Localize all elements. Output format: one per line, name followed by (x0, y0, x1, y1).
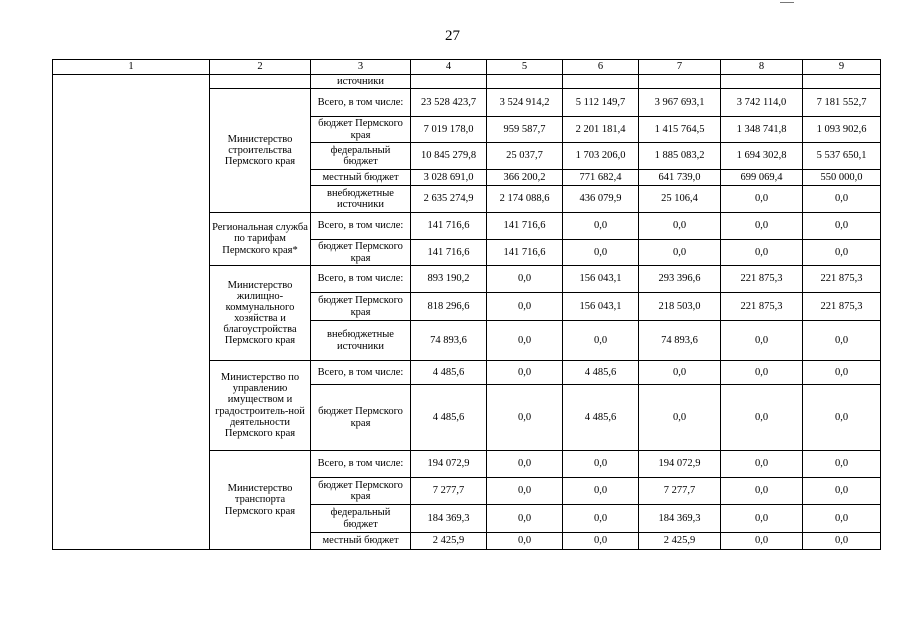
value-cell (411, 75, 487, 89)
organization-name: Региональная служба по тарифам Пермского края* (210, 213, 311, 266)
value-cell: 0,0 (803, 361, 881, 385)
value-cell (487, 75, 563, 89)
value-cell: 2 425,9 (411, 533, 487, 550)
value-cell: 23 528 423,7 (411, 89, 487, 117)
value-cell: 141 716,6 (411, 213, 487, 240)
source-label: Всего, в том числе: (311, 213, 411, 240)
value-cell: 0,0 (563, 478, 639, 505)
source-label: источники (311, 75, 411, 89)
header-cell: 6 (563, 60, 639, 75)
value-cell: 3 524 914,2 (487, 89, 563, 117)
value-cell: 1 885 083,2 (639, 143, 721, 170)
value-cell: 0,0 (803, 385, 881, 451)
value-cell: 25 106,4 (639, 186, 721, 213)
continuation-row (53, 75, 881, 89)
value-cell: 699 069,4 (721, 170, 803, 186)
value-cell: 0,0 (639, 213, 721, 240)
value-cell: 25 037,7 (487, 143, 563, 170)
value-cell: 0,0 (803, 451, 881, 478)
value-cell: 1 093 902,6 (803, 117, 881, 143)
value-cell: 0,0 (487, 478, 563, 505)
value-cell: 0,0 (721, 240, 803, 266)
header-cell: 7 (639, 60, 721, 75)
value-cell: 194 072,9 (411, 451, 487, 478)
source-label: бюджет Пермского края (311, 240, 411, 266)
value-cell: 0,0 (639, 385, 721, 451)
organization-name: Министерство строительства Пермского края (210, 89, 311, 213)
value-cell: 2 425,9 (639, 533, 721, 550)
source-label: бюджет Пермского края (311, 117, 411, 143)
value-cell: 0,0 (487, 266, 563, 293)
value-cell: 3 742 114,0 (721, 89, 803, 117)
value-cell: 218 503,0 (639, 293, 721, 321)
value-cell: 0,0 (487, 533, 563, 550)
source-label: Всего, в том числе: (311, 89, 411, 117)
value-cell: 0,0 (803, 186, 881, 213)
source-label: бюджет Пермского края (311, 478, 411, 505)
value-cell: 0,0 (721, 186, 803, 213)
value-cell: 0,0 (721, 451, 803, 478)
value-cell: 1 348 741,8 (721, 117, 803, 143)
header-cell: 8 (721, 60, 803, 75)
value-cell: 0,0 (721, 321, 803, 361)
value-cell: 4 485,6 (411, 385, 487, 451)
value-cell: 0,0 (721, 533, 803, 550)
value-cell: 74 893,6 (639, 321, 721, 361)
value-cell: 4 485,6 (563, 385, 639, 451)
value-cell: 0,0 (487, 451, 563, 478)
value-cell: 0,0 (803, 240, 881, 266)
value-cell: 0,0 (721, 213, 803, 240)
source-label: бюджет Пермского края (311, 385, 411, 451)
value-cell: 141 716,6 (411, 240, 487, 266)
value-cell: 771 682,4 (563, 170, 639, 186)
value-cell: 7 277,7 (411, 478, 487, 505)
budget-table (52, 59, 881, 550)
value-cell: 2 635 274,9 (411, 186, 487, 213)
column-1-cell (53, 75, 210, 550)
header-cell: 2 (210, 60, 311, 75)
page-number: 27 (445, 28, 460, 44)
value-cell: 2 174 088,6 (487, 186, 563, 213)
value-cell: 0,0 (803, 321, 881, 361)
source-label: Всего, в том числе: (311, 451, 411, 478)
value-cell: 221 875,3 (721, 293, 803, 321)
value-cell: 141 716,6 (487, 240, 563, 266)
value-cell: 184 369,3 (411, 505, 487, 533)
header-cell: 3 (311, 60, 411, 75)
value-cell: 156 043,1 (563, 293, 639, 321)
value-cell: 0,0 (563, 213, 639, 240)
value-cell (721, 75, 803, 89)
table-body (53, 60, 881, 550)
value-cell: 2 201 181,4 (563, 117, 639, 143)
source-label: Всего, в том числе: (311, 266, 411, 293)
source-label: внебюджетные источники (311, 186, 411, 213)
value-cell: 221 875,3 (803, 266, 881, 293)
value-cell: 221 875,3 (803, 293, 881, 321)
value-cell: 221 875,3 (721, 266, 803, 293)
value-cell: 0,0 (803, 213, 881, 240)
value-cell: 156 043,1 (563, 266, 639, 293)
organization-name: Министерство жилищно-коммунального хозяйства и благоустройства Пермского края (210, 266, 311, 361)
source-label: Всего, в том числе: (311, 361, 411, 385)
header-cell: 1 (53, 60, 210, 75)
value-cell: 0,0 (721, 505, 803, 533)
value-cell: 0,0 (803, 505, 881, 533)
source-label: федеральный бюджет (311, 143, 411, 170)
value-cell: 1 694 302,8 (721, 143, 803, 170)
value-cell: 293 396,6 (639, 266, 721, 293)
value-cell: 5 112 149,7 (563, 89, 639, 117)
value-cell: 0,0 (721, 385, 803, 451)
value-cell (639, 75, 721, 89)
value-cell: 436 079,9 (563, 186, 639, 213)
value-cell: 0,0 (639, 361, 721, 385)
source-label: местный бюджет (311, 533, 411, 550)
value-cell: 1 415 764,5 (639, 117, 721, 143)
value-cell: 74 893,6 (411, 321, 487, 361)
value-cell: 7 277,7 (639, 478, 721, 505)
value-cell: 141 716,6 (487, 213, 563, 240)
value-cell: 0,0 (721, 361, 803, 385)
source-label: местный бюджет (311, 170, 411, 186)
scan-mark (780, 2, 794, 3)
value-cell: 0,0 (721, 478, 803, 505)
value-cell (563, 75, 639, 89)
source-label: федеральный бюджет (311, 505, 411, 533)
value-cell: 893 190,2 (411, 266, 487, 293)
value-cell: 0,0 (639, 240, 721, 266)
value-cell: 0,0 (803, 533, 881, 550)
value-cell (803, 75, 881, 89)
value-cell: 4 485,6 (411, 361, 487, 385)
value-cell: 5 537 650,1 (803, 143, 881, 170)
value-cell: 641 739,0 (639, 170, 721, 186)
value-cell: 0,0 (563, 240, 639, 266)
value-cell: 0,0 (487, 385, 563, 451)
value-cell: 7 181 552,7 (803, 89, 881, 117)
value-cell: 194 072,9 (639, 451, 721, 478)
value-cell: 7 019 178,0 (411, 117, 487, 143)
org-cell (210, 75, 311, 89)
value-cell: 550 000,0 (803, 170, 881, 186)
header-cell: 5 (487, 60, 563, 75)
value-cell: 1 703 206,0 (563, 143, 639, 170)
value-cell: 818 296,6 (411, 293, 487, 321)
value-cell: 0,0 (563, 451, 639, 478)
source-label: внебюджетные источники (311, 321, 411, 361)
value-cell: 0,0 (487, 361, 563, 385)
organization-name: Министерство транспорта Пермского края (210, 451, 311, 550)
value-cell: 366 200,2 (487, 170, 563, 186)
header-row (53, 60, 881, 75)
organization-name: Министерство по управлению имуществом и градостроитель-ной деятельности Пермского края (210, 361, 311, 451)
source-label: бюджет Пермского края (311, 293, 411, 321)
header-cell: 9 (803, 60, 881, 75)
value-cell: 0,0 (563, 505, 639, 533)
value-cell: 10 845 279,8 (411, 143, 487, 170)
value-cell: 0,0 (563, 533, 639, 550)
value-cell: 184 369,3 (639, 505, 721, 533)
value-cell: 0,0 (803, 478, 881, 505)
value-cell: 959 587,7 (487, 117, 563, 143)
value-cell: 0,0 (487, 293, 563, 321)
value-cell: 0,0 (487, 505, 563, 533)
value-cell: 3 967 693,1 (639, 89, 721, 117)
value-cell: 4 485,6 (563, 361, 639, 385)
value-cell: 3 028 691,0 (411, 170, 487, 186)
header-cell: 4 (411, 60, 487, 75)
value-cell: 0,0 (487, 321, 563, 361)
value-cell: 0,0 (563, 321, 639, 361)
